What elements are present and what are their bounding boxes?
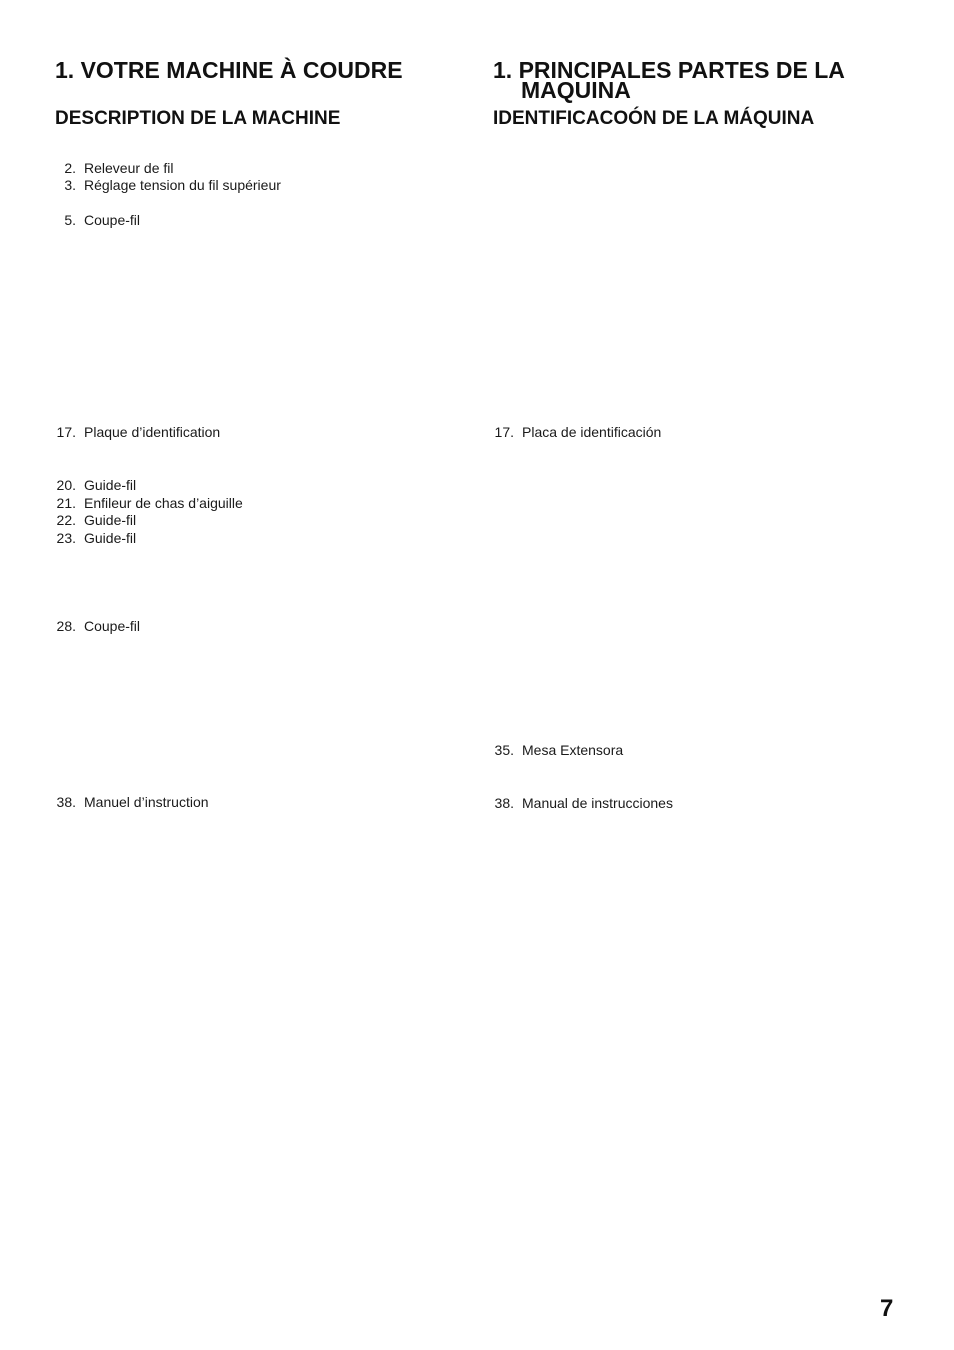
item-label: Placa de identificación bbox=[522, 424, 662, 440]
french-title: 1. VOTRE MACHINE À COUDRE bbox=[55, 57, 403, 83]
list-item bbox=[55, 794, 209, 811]
list-item bbox=[55, 530, 136, 547]
item-label: Manual de instrucciones bbox=[522, 795, 673, 811]
list-item bbox=[55, 477, 136, 494]
item-number: 35. bbox=[494, 742, 514, 758]
item-label: Plaque d’identification bbox=[84, 424, 221, 440]
item-number: 17. bbox=[56, 424, 76, 440]
item-label: Releveur de fil bbox=[84, 160, 174, 176]
list-item bbox=[55, 495, 243, 512]
item-label: Coupe-fil bbox=[84, 212, 141, 228]
item-label: Guide-fil bbox=[84, 477, 137, 493]
item-number: 21. bbox=[56, 495, 76, 511]
french-subtitle: DESCRIPTION DE LA MACHINE bbox=[55, 108, 341, 129]
item-number: 28. bbox=[56, 618, 76, 634]
list-item bbox=[493, 742, 623, 759]
item-number: 20. bbox=[56, 477, 76, 493]
item-label: Coupe-fil bbox=[84, 618, 141, 634]
spanish-column bbox=[493, 0, 913, 1350]
item-number: 38. bbox=[56, 794, 76, 810]
item-label: Enfileur de chas d’aiguille bbox=[84, 495, 243, 511]
item-label: Guide-fil bbox=[84, 530, 137, 546]
item-number: 38. bbox=[494, 795, 514, 811]
item-label: Réglage tension du fil supérieur bbox=[84, 177, 281, 193]
list-item bbox=[55, 177, 281, 194]
item-label: Mesa Extensora bbox=[522, 742, 624, 758]
list-item bbox=[55, 618, 140, 635]
page-number: 7 bbox=[880, 1295, 894, 1322]
item-number: 5. bbox=[64, 212, 76, 228]
item-label: Manuel d’instruction bbox=[84, 794, 209, 810]
list-item bbox=[55, 424, 220, 441]
french-column bbox=[55, 0, 455, 1350]
item-number: 22. bbox=[56, 512, 76, 528]
list-item bbox=[493, 424, 661, 441]
spanish-title: 1. PRINCIPALES PARTES DE LA MAQUINA bbox=[493, 57, 845, 103]
list-item bbox=[55, 512, 136, 529]
list-item bbox=[55, 212, 140, 229]
item-number: 3. bbox=[64, 177, 76, 193]
list-item bbox=[493, 795, 673, 812]
list-item bbox=[55, 160, 174, 177]
item-label: Guide-fil bbox=[84, 512, 137, 528]
item-number: 2. bbox=[64, 160, 76, 176]
spanish-subtitle: IDENTIFICACOÓN DE LA MÁQUINA bbox=[493, 108, 815, 129]
item-number: 17. bbox=[494, 424, 514, 440]
item-number: 23. bbox=[56, 530, 76, 546]
